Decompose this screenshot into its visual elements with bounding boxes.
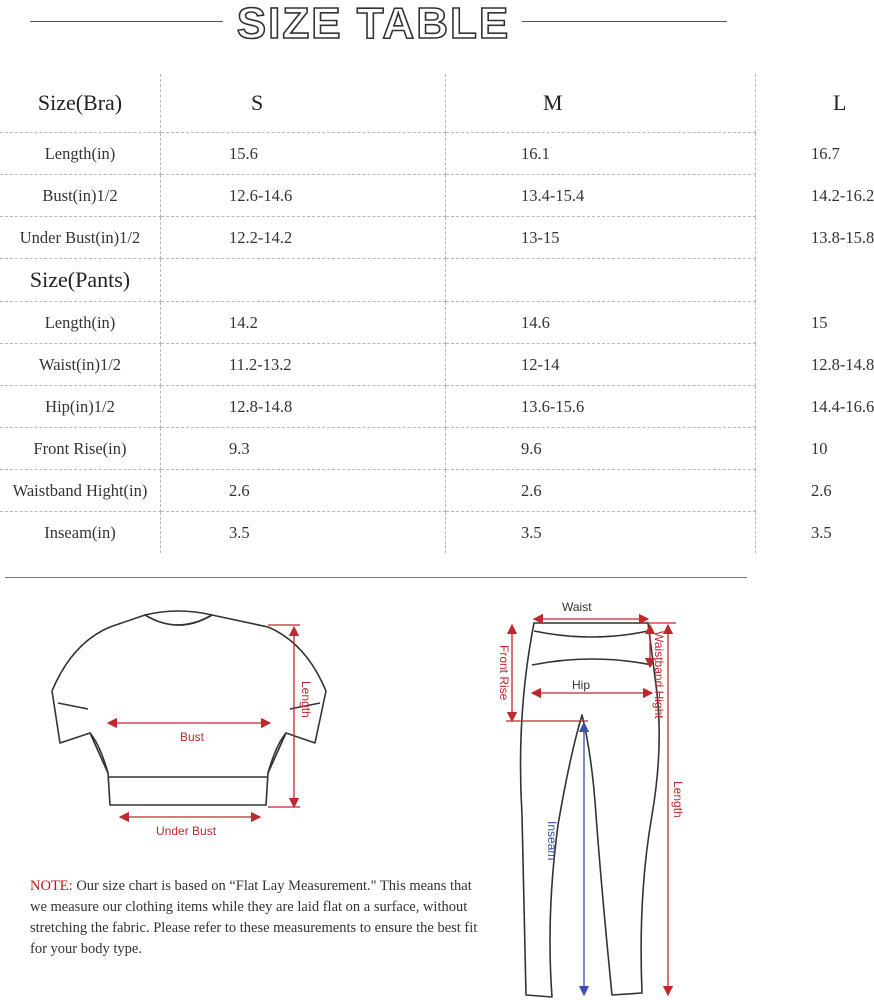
row-label: Under Bust(in)1/2 [0,217,161,259]
note-text: Our size chart is based on “Flat Lay Measurement." This means that we measure our clothing items while they are laid flat on a surface, without stretching the fabric. Please refer to these measurements to ensure the best fit for your body type. [30,878,478,957]
title-rule-right [522,21,727,22]
table-row: Under Bust(in)1/2 12.2-14.2 13-15 13.8-15.8 [0,217,756,259]
bust-label: Bust [180,730,205,744]
cell-m: 13-15 [446,217,756,259]
table-row: Waist(in)1/2 11.2-13.2 12-14 12.8-14.8 [0,344,756,386]
bra-header-row: Size(Bra) S M L [0,74,756,133]
table-row: Length(in) 15.6 16.1 16.7 [0,133,756,175]
row-label: Waistband Hight(in) [0,470,161,512]
cell-m: 12-14 [446,344,756,386]
pants-header-row [0,259,756,302]
table-row: Hip(in)1/2 12.8-14.8 13.6-15.6 14.4-16.6 [0,386,756,428]
cell-s: 2.6 [161,470,446,512]
top-length-label: Length [299,681,313,718]
note-label: NOTE: [30,878,73,894]
empty-cell [161,259,446,302]
cell-s: 12.8-14.8 [161,386,446,428]
table-row: Length(in) 14.2 14.6 15 [0,302,756,344]
table-row: Front Rise(in) 9.3 9.6 10 [0,428,756,470]
title-bar [0,0,747,60]
page-title: SIZE TABLE [236,0,511,48]
row-label: Length(in) [0,133,161,175]
crop-top-diagram [40,595,340,845]
hip-label: Hip [572,678,591,692]
crop-top-outline [52,611,326,805]
cell-s: 12.6-14.6 [161,175,446,217]
inseam-label: Inseam [545,821,559,861]
cell-m: 14.6 [446,302,756,344]
cell-m: 16.1 [446,133,756,175]
row-label: Inseam(in) [0,512,161,554]
cell-m: 9.6 [446,428,756,470]
cell-s: 12.2-14.2 [161,217,446,259]
cell-m: 3.5 [446,512,756,554]
cell-s: 15.6 [161,133,446,175]
table-row: Inseam(in) 3.5 3.5 3.5 [0,512,756,554]
row-label: Length(in) [0,302,161,344]
pants-diagram [488,595,708,1000]
cell-s: 9.3 [161,428,446,470]
table-row: Waistband Hight(in) 2.6 2.6 2.6 [0,470,756,512]
row-label: Hip(in)1/2 [0,386,161,428]
measurement-note [30,876,490,960]
front-rise-label: Front Rise [497,645,511,701]
waist-label: Waist [562,600,592,614]
table-row: Bust(in)1/2 12.6-14.6 13.4-15.4 14.2-16.2 [0,175,756,217]
cell-m: 2.6 [446,470,756,512]
cell-m: 13.4-15.4 [446,175,756,217]
size-m-header: M [446,74,756,133]
row-label: Front Rise(in) [0,428,161,470]
row-label: Bust(in)1/2 [0,175,161,217]
waistband-hight-label: Waistband Hight [652,631,666,719]
pants-length-label: Length [671,781,685,818]
pants-measure-lines [506,619,676,995]
crop-top-measure-lines [108,625,300,817]
cell-s: 14.2 [161,302,446,344]
cell-m: 13.6-15.6 [446,386,756,428]
section-divider [5,577,747,578]
under-bust-label: Under Bust [156,824,217,838]
bra-size-label: Size(Bra) [0,74,161,133]
size-s-header: S [161,74,446,133]
size-table [0,74,874,553]
row-label: Waist(in)1/2 [0,344,161,386]
empty-cell [446,259,756,302]
pants-size-label: Size(Pants) [0,259,161,302]
cell-s: 11.2-13.2 [161,344,446,386]
cell-s: 3.5 [161,512,446,554]
